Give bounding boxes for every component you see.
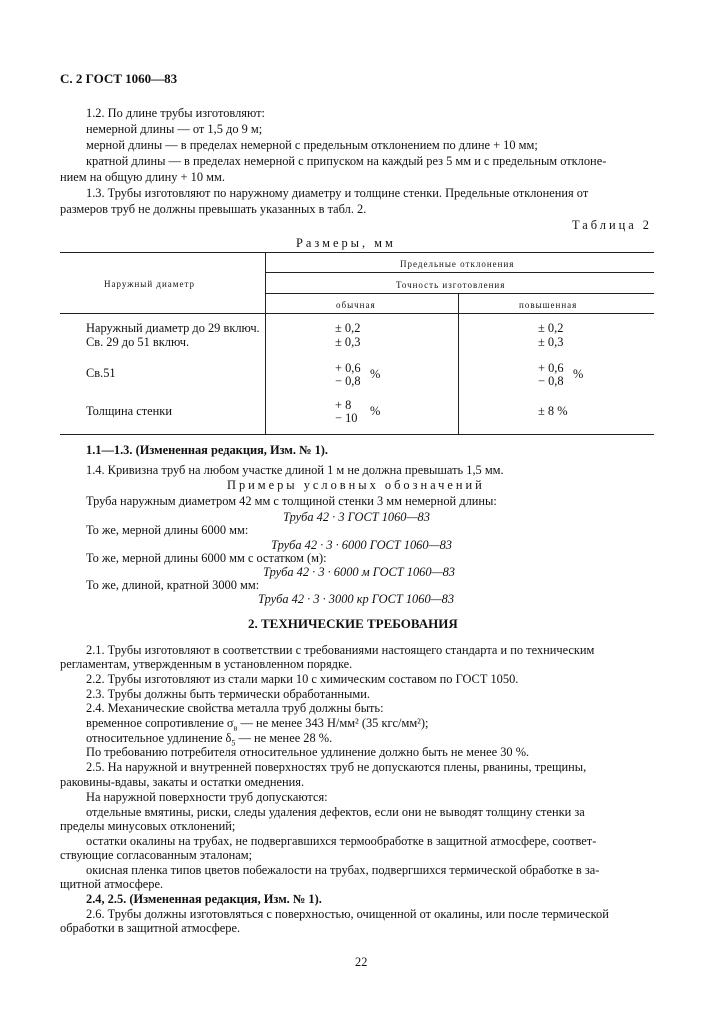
section-2-heading: 2. ТЕХНИЧЕСКИЕ ТРЕБОВАНИЯ <box>248 616 458 631</box>
clause-2-4-b: относительное удлинение $\delta_5$ — не менее 28 %. <box>86 731 333 748</box>
table-cell-high: ± 0,2 <box>538 321 564 335</box>
example-description: То же, длиной, кратной 3000 мм: <box>86 578 260 592</box>
example-designation: Труба 42 · 3 ГОСТ 1060—83 <box>283 510 430 524</box>
table-header-deviations: Предельные отклонения <box>400 259 515 269</box>
example-designation: Труба 42 · 3 · 6000 м ГОСТ 1060—83 <box>263 565 455 579</box>
table-cell-normal-upper: + 8 <box>335 398 352 412</box>
table-cell-normal-unit: % <box>370 367 381 381</box>
page-header: С. 2 ГОСТ 1060—83 <box>60 71 178 86</box>
example-designation: Труба 42 · 3 · 6000 ГОСТ 1060—83 <box>271 538 452 552</box>
clause-1-3-line2: размеров труб не должны превышать указанных в табл. 2. <box>60 202 367 216</box>
clause-1-4: 1.4. Кривизна труб на любом участке длиной 1 м не должна превышать 1,5 мм. <box>86 463 504 477</box>
clause-2-5-b2: ствующие согласованным эталонам; <box>60 848 253 862</box>
clause-2-2: 2.2. Трубы изготовляют из стали марки 10 с химическим составом по ГОСТ 1050. <box>86 672 519 686</box>
table-cell-high: ± 8 % <box>538 404 568 418</box>
table-header-normal: обычная <box>336 300 376 310</box>
example-description: То же, мерной длины 6000 мм с остатком (м): <box>86 551 327 565</box>
clause-1-2-c1: кратной длины — в пределах немерной с припуском на каждый рез 5 мм и с предельным отклоне- <box>86 154 607 168</box>
clause-2-5-c2: щитной атмосфере. <box>60 877 164 891</box>
clause-2-4-a: временное сопротивление $\sigma_в$ — не менее 343 Н/мм² (35 кгс/мм²); <box>86 716 429 733</box>
table-cell-high: ± 0,3 <box>538 335 564 349</box>
example-description: То же, мерной длины 6000 мм: <box>86 523 249 537</box>
amendment-note-1: 1.1—1.3. (Измененная редакция, Изм. № 1). <box>86 443 329 457</box>
table-cell-normal-lower: − 0,8 <box>335 374 361 388</box>
table-row-name: Св.51 <box>86 366 116 380</box>
clause-2-5-a2: пределы минусовых отклонений; <box>60 819 236 833</box>
table-cell-high-lower: − 0,8 <box>538 374 564 388</box>
clause-2-5-line3: На наружной поверхности труб допускаются: <box>86 790 328 804</box>
clause-1-2-a: немерной длины — от 1,5 до 9 м; <box>86 122 263 136</box>
examples-title: Примеры условных обозначений <box>227 478 485 492</box>
table-label: Таблица 2 <box>572 218 652 232</box>
page-number: 22 <box>355 955 368 969</box>
clause-2-5-a1: отдельные вмятины, риски, следы удаления дефектов, если они не выводят толщину стенки за <box>86 805 585 819</box>
clause-2-4-c: По требованию потребителя относительное удлинение должно быть не менее 30 %. <box>86 745 530 759</box>
table-header-diameter: Наружный диаметр <box>104 279 196 289</box>
clause-2-5-c1: окисная пленка типов цветов побежалости на трубах, подвергшихся термической обработке в за- <box>86 863 600 877</box>
clause-1-2-b: мерной длины — в пределах немерной с предельным отклонением по длине + 10 мм; <box>86 138 538 152</box>
clause-1-2-intro: 1.2. По длине трубы изготовляют: <box>86 106 265 120</box>
table-cell-normal-unit: % <box>370 404 381 418</box>
table-header-accuracy: Точность изготовления <box>396 280 506 290</box>
table-header-high: повышенная <box>519 300 578 310</box>
table-header-divider-2 <box>265 293 654 294</box>
table-row-name: Толщина стенки <box>86 404 172 418</box>
table-column-divider-1 <box>265 252 266 434</box>
clause-2-6-line2: обработки в защитной атмосфере. <box>60 921 241 935</box>
table-cell-normal-lower: − 10 <box>335 411 358 425</box>
clause-1-3-line1: 1.3. Трубы изготовляют по наружному диаметру и толщине стенки. Предельные отклонения от <box>86 186 589 200</box>
table-header-divider-1 <box>265 272 654 273</box>
table-column-divider-2 <box>458 293 459 434</box>
table-units: Размеры, мм <box>296 236 396 250</box>
table-bottom-border <box>60 434 654 435</box>
clause-2-3: 2.3. Трубы должны быть термически обработанными. <box>86 687 370 701</box>
clause-2-1-line1: 2.1. Трубы изготовляют в соответствии с требованиями настоящего стандарта и по техническим <box>86 643 595 657</box>
clause-2-5-line1: 2.5. На наружной и внутренней поверхностях труб не допускаются плены, рванины, трещины, <box>86 760 587 774</box>
table-row-name: Св. 29 до 51 включ. <box>86 335 190 349</box>
clause-2-4-intro: 2.4. Механические свойства металла труб должны быть: <box>86 701 384 715</box>
example-designation: Труба 42 · 3 · 3000 кр ГОСТ 1060—83 <box>258 592 455 606</box>
clause-2-1-line2: регламентам, утвержденным в установленном порядке. <box>60 657 353 671</box>
clause-2-5-line2: раковины-вдавы, закаты и остатки омеднения. <box>60 775 305 789</box>
table-cell-high-upper: + 0,6 <box>538 361 564 375</box>
table-top-border <box>60 252 654 253</box>
clause-1-2-c2: нием на общую длину + 10 мм. <box>60 170 225 184</box>
table-cell-normal-upper: + 0,6 <box>335 361 361 375</box>
amendment-note-2: 2.4, 2.5. (Измененная редакция, Изм. № 1). <box>86 892 322 906</box>
table-cell-normal: ± 0,2 <box>335 321 361 335</box>
example-description: Труба наружным диаметром 42 мм с толщиной стенки 3 мм немерной длины: <box>86 494 497 508</box>
table-row-name: Наружный диаметр до 29 включ. <box>86 321 260 335</box>
clause-2-5-b1: остатки окалины на трубах, не подвергавшихся термообработке в защитной атмосфере, соответ- <box>86 834 597 848</box>
table-cell-normal: ± 0,3 <box>335 335 361 349</box>
clause-2-6-line1: 2.6. Трубы должны изготовляться с поверхностью, очищенной от окалины, или после термической <box>86 907 609 921</box>
table-header-bottom-border <box>60 313 654 314</box>
table-cell-high-unit: % <box>573 367 584 381</box>
